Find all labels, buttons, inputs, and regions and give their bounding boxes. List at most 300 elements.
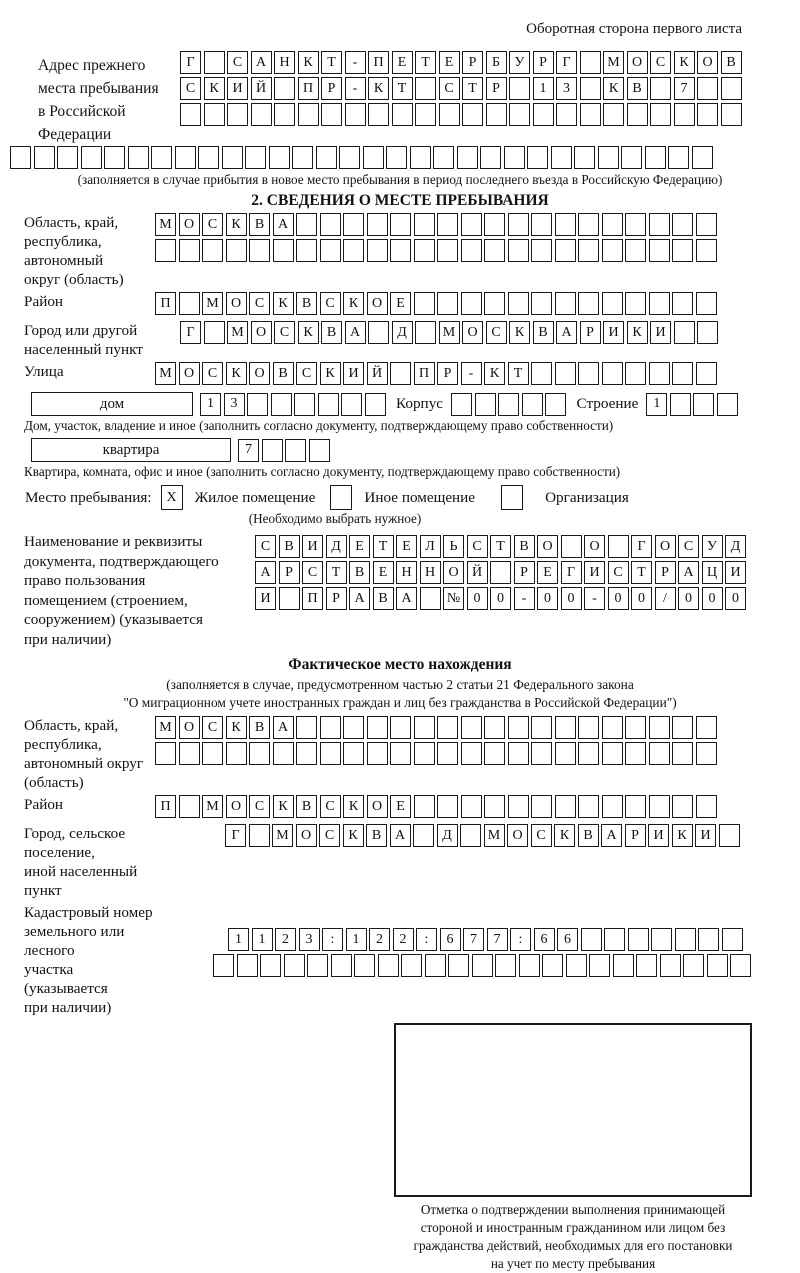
form-cell[interactable]: М [603,51,624,74]
form-cell[interactable] [365,393,386,416]
form-cell[interactable] [504,146,525,169]
form-cell[interactable]: С [650,51,671,74]
form-cell[interactable] [226,239,247,262]
form-cell[interactable] [649,239,670,262]
form-cell[interactable] [649,742,670,765]
form-cell[interactable]: Д [725,535,746,558]
form-cell[interactable] [693,393,714,416]
form-cell[interactable] [274,77,295,100]
form-cell[interactable]: А [273,213,294,236]
form-cell[interactable]: В [321,321,342,344]
form-cell[interactable]: О [249,362,270,385]
form-cell[interactable] [461,213,482,236]
form-cell[interactable] [320,213,341,236]
form-cell[interactable] [555,742,576,765]
form-cell[interactable]: В [373,587,394,610]
form-cell[interactable]: Т [415,51,436,74]
form-cell[interactable]: О [462,321,483,344]
form-cell[interactable] [696,362,717,385]
form-cell[interactable] [719,824,740,847]
form-cell[interactable] [598,146,619,169]
form-cell[interactable]: С [678,535,699,558]
form-cell[interactable]: - [345,51,366,74]
form-cell[interactable] [269,146,290,169]
form-cell[interactable] [320,239,341,262]
form-cell[interactable] [414,292,435,315]
form-cell[interactable] [296,239,317,262]
form-cell[interactable] [649,292,670,315]
form-cell[interactable]: И [648,824,669,847]
form-cell[interactable]: Е [349,535,370,558]
form-cell[interactable]: К [484,362,505,385]
form-cell[interactable] [683,954,704,977]
form-cell[interactable] [273,239,294,262]
form-cell[interactable]: Р [625,824,646,847]
form-cell[interactable]: В [249,716,270,739]
form-cell[interactable] [531,795,552,818]
form-cell[interactable] [490,561,511,584]
form-cell[interactable]: С [608,561,629,584]
form-cell[interactable] [472,954,493,977]
form-cell[interactable]: - [345,77,366,100]
form-cell[interactable] [495,954,516,977]
form-cell[interactable] [279,587,300,610]
form-cell[interactable] [10,146,31,169]
form-cell[interactable] [604,928,625,951]
form-cell[interactable] [696,742,717,765]
form-cell[interactable] [390,742,411,765]
form-cell[interactable]: О [226,292,247,315]
form-cell[interactable]: А [251,51,272,74]
form-cell[interactable] [602,239,623,262]
form-cell[interactable] [204,321,225,344]
form-cell[interactable] [484,716,505,739]
form-cell[interactable]: К [298,321,319,344]
form-cell[interactable] [621,146,642,169]
form-cell[interactable] [580,51,601,74]
form-cell[interactable] [484,239,505,262]
form-cell[interactable]: О [584,535,605,558]
form-cell[interactable] [262,439,283,462]
form-cell[interactable] [556,103,577,126]
form-cell[interactable]: Т [508,362,529,385]
form-cell[interactable]: Г [556,51,577,74]
form-cell[interactable] [461,742,482,765]
form-cell[interactable]: С [302,561,323,584]
form-cell[interactable]: К [320,362,341,385]
form-cell[interactable]: Р [326,587,347,610]
form-cell[interactable] [608,535,629,558]
form-cell[interactable] [284,954,305,977]
form-cell[interactable]: Р [321,77,342,100]
form-cell[interactable] [580,77,601,100]
form-cell[interactable]: Г [561,561,582,584]
form-cell[interactable] [519,954,540,977]
form-cell[interactable]: К [204,77,225,100]
form-cell[interactable] [660,954,681,977]
form-cell[interactable] [486,103,507,126]
form-cell[interactable]: О [443,561,464,584]
form-cell[interactable] [213,954,234,977]
form-cell[interactable]: И [650,321,671,344]
form-cell[interactable]: Т [321,51,342,74]
form-cell[interactable]: К [672,824,693,847]
form-cell[interactable] [508,239,529,262]
form-cell[interactable]: К [273,292,294,315]
form-cell[interactable] [331,954,352,977]
form-cell[interactable] [672,292,693,315]
form-cell[interactable] [175,146,196,169]
form-cell[interactable]: 1 [228,928,249,951]
form-cell[interactable]: Е [439,51,460,74]
form-cell[interactable]: М [484,824,505,847]
form-cell[interactable] [670,393,691,416]
form-cell[interactable] [555,213,576,236]
form-cell[interactable]: С [255,535,276,558]
form-cell[interactable] [249,239,270,262]
form-cell[interactable] [672,742,693,765]
form-cell[interactable] [128,146,149,169]
form-cell[interactable]: Ь [443,535,464,558]
form-cell[interactable] [650,103,671,126]
form-cell[interactable] [298,103,319,126]
form-cell[interactable] [531,716,552,739]
form-cell[interactable] [508,716,529,739]
form-cell[interactable]: № [443,587,464,610]
form-cell[interactable] [613,954,634,977]
form-cell[interactable]: О [655,535,676,558]
form-cell[interactable]: В [296,795,317,818]
form-cell[interactable] [307,954,328,977]
form-cell[interactable] [627,103,648,126]
form-cell[interactable]: О [179,213,200,236]
form-cell[interactable] [285,439,306,462]
form-cell[interactable]: С [319,824,340,847]
form-cell[interactable] [696,795,717,818]
form-cell[interactable] [696,716,717,739]
form-cell[interactable]: Р [514,561,535,584]
form-cell[interactable]: А [345,321,366,344]
form-cell[interactable] [602,292,623,315]
form-cell[interactable]: О [697,51,718,74]
form-cell[interactable]: О [507,824,528,847]
form-cell[interactable] [414,742,435,765]
form-cell[interactable] [367,239,388,262]
form-cell[interactable] [81,146,102,169]
form-cell[interactable] [179,239,200,262]
form-cell[interactable]: В [578,824,599,847]
form-cell[interactable] [522,393,543,416]
form-cell[interactable]: К [343,292,364,315]
form-cell[interactable] [437,292,458,315]
form-cell[interactable]: К [627,321,648,344]
form-cell[interactable]: Й [251,77,272,100]
form-cell[interactable] [367,742,388,765]
form-cell[interactable]: 1 [200,393,221,416]
form-cell[interactable] [509,77,530,100]
form-cell[interactable] [461,239,482,262]
form-cell[interactable] [555,239,576,262]
form-cell[interactable] [202,239,223,262]
form-cell[interactable] [475,393,496,416]
form-cell[interactable] [339,146,360,169]
form-cell[interactable]: : [510,928,531,951]
form-cell[interactable] [645,146,666,169]
form-cell[interactable] [204,51,225,74]
form-cell[interactable] [368,321,389,344]
form-cell[interactable] [460,824,481,847]
form-cell[interactable]: Й [467,561,488,584]
form-cell[interactable]: 7 [674,77,695,100]
form-cell[interactable] [484,795,505,818]
form-cell[interactable]: П [298,77,319,100]
form-cell[interactable] [625,239,646,262]
form-cell[interactable] [410,146,431,169]
form-cell[interactable] [542,954,563,977]
form-cell[interactable] [249,742,270,765]
form-cell[interactable] [451,393,472,416]
form-cell[interactable] [672,213,693,236]
form-cell[interactable] [198,146,219,169]
form-cell[interactable]: А [390,824,411,847]
form-cell[interactable] [533,103,554,126]
form-cell[interactable] [674,103,695,126]
form-cell[interactable] [581,928,602,951]
form-cell[interactable] [155,239,176,262]
form-cell[interactable]: 2 [275,928,296,951]
form-cell[interactable]: В [249,213,270,236]
form-cell[interactable] [179,292,200,315]
form-cell[interactable] [531,362,552,385]
form-cell[interactable] [484,292,505,315]
form-cell[interactable]: О [179,362,200,385]
form-cell[interactable] [531,292,552,315]
form-cell[interactable]: М [155,716,176,739]
form-cell[interactable] [674,321,695,344]
form-cell[interactable]: О [537,535,558,558]
form-cell[interactable] [439,103,460,126]
form-cell[interactable] [672,795,693,818]
form-cell[interactable] [386,146,407,169]
form-cell[interactable]: Р [580,321,601,344]
form-cell[interactable] [179,795,200,818]
form-cell[interactable] [155,742,176,765]
form-cell[interactable]: А [273,716,294,739]
form-cell[interactable]: 7 [487,928,508,951]
form-cell[interactable] [649,213,670,236]
form-cell[interactable]: Р [655,561,676,584]
form-cell[interactable] [722,928,743,951]
form-cell[interactable]: 0 [725,587,746,610]
form-cell[interactable]: 6 [534,928,555,951]
form-cell[interactable]: Н [396,561,417,584]
form-cell[interactable] [378,954,399,977]
form-cell[interactable] [457,146,478,169]
form-cell[interactable] [580,103,601,126]
form-cell[interactable]: С [249,292,270,315]
form-cell[interactable]: В [627,77,648,100]
form-cell[interactable] [363,146,384,169]
form-cell[interactable] [531,239,552,262]
form-cell[interactable]: С [202,213,223,236]
form-cell[interactable]: 0 [490,587,511,610]
form-cell[interactable] [578,239,599,262]
form-cell[interactable] [296,716,317,739]
form-cell[interactable] [484,213,505,236]
form-cell[interactable]: Л [420,535,441,558]
form-cell[interactable]: 6 [440,928,461,951]
form-cell[interactable]: В [533,321,554,344]
form-cell[interactable]: М [155,362,176,385]
form-cell[interactable] [57,146,78,169]
form-cell[interactable]: 0 [561,587,582,610]
form-cell[interactable] [602,213,623,236]
form-cell[interactable] [251,103,272,126]
form-cell[interactable] [461,795,482,818]
form-cell[interactable]: К [298,51,319,74]
form-cell[interactable] [555,292,576,315]
form-cell[interactable] [697,321,718,344]
form-cell[interactable]: К [226,213,247,236]
form-cell[interactable]: А [349,587,370,610]
form-cell[interactable]: К [343,824,364,847]
form-cell[interactable] [625,213,646,236]
form-cell[interactable] [602,716,623,739]
form-cell[interactable] [437,716,458,739]
form-cell[interactable]: И [725,561,746,584]
form-cell[interactable] [498,393,519,416]
form-cell[interactable] [578,716,599,739]
form-cell[interactable] [527,146,548,169]
form-cell[interactable] [692,146,713,169]
form-cell[interactable] [226,742,247,765]
form-cell[interactable]: С [439,77,460,100]
form-cell[interactable] [368,103,389,126]
form-cell[interactable] [345,103,366,126]
form-cell[interactable] [650,77,671,100]
form-cell[interactable] [675,928,696,951]
form-cell[interactable]: : [416,928,437,951]
form-cell[interactable] [672,716,693,739]
form-cell[interactable]: К [226,716,247,739]
form-cell[interactable]: Р [533,51,554,74]
form-cell[interactable] [271,393,292,416]
form-cell[interactable]: А [556,321,577,344]
form-cell[interactable]: У [702,535,723,558]
form-cell[interactable]: Т [373,535,394,558]
form-cell[interactable] [247,393,268,416]
form-cell[interactable]: 7 [238,439,259,462]
stay-type-checkbox-other[interactable] [330,485,352,510]
form-cell[interactable] [437,795,458,818]
form-cell[interactable]: К [226,362,247,385]
form-cell[interactable] [292,146,313,169]
form-cell[interactable] [413,824,434,847]
form-cell[interactable]: С [180,77,201,100]
form-cell[interactable]: В [349,561,370,584]
form-cell[interactable]: 2 [393,928,414,951]
form-cell[interactable] [508,795,529,818]
form-cell[interactable]: У [509,51,530,74]
form-cell[interactable]: 0 [608,587,629,610]
form-cell[interactable] [151,146,172,169]
form-cell[interactable] [461,292,482,315]
form-cell[interactable] [296,213,317,236]
form-cell[interactable] [628,928,649,951]
form-cell[interactable] [461,716,482,739]
form-cell[interactable] [273,742,294,765]
form-cell[interactable] [202,742,223,765]
form-cell[interactable]: М [202,292,223,315]
form-cell[interactable] [721,77,742,100]
form-cell[interactable] [730,954,751,977]
form-cell[interactable] [341,393,362,416]
form-cell[interactable]: О [251,321,272,344]
form-cell[interactable] [294,393,315,416]
form-cell[interactable] [414,716,435,739]
form-cell[interactable]: - [461,362,482,385]
form-cell[interactable] [343,239,364,262]
form-cell[interactable]: О [367,292,388,315]
form-cell[interactable]: - [514,587,535,610]
form-cell[interactable] [696,292,717,315]
form-cell[interactable]: К [509,321,530,344]
form-cell[interactable]: Т [490,535,511,558]
form-cell[interactable] [343,213,364,236]
form-cell[interactable]: О [367,795,388,818]
form-cell[interactable] [636,954,657,977]
form-cell[interactable] [260,954,281,977]
form-cell[interactable] [318,393,339,416]
form-cell[interactable]: С [320,795,341,818]
form-cell[interactable] [437,213,458,236]
form-cell[interactable] [696,239,717,262]
form-cell[interactable] [390,213,411,236]
form-cell[interactable]: Е [390,292,411,315]
form-cell[interactable] [578,292,599,315]
form-cell[interactable]: Т [631,561,652,584]
form-cell[interactable]: М [202,795,223,818]
form-cell[interactable] [602,362,623,385]
form-cell[interactable] [589,954,610,977]
form-cell[interactable] [651,928,672,951]
form-cell[interactable] [484,742,505,765]
form-cell[interactable]: П [155,795,176,818]
form-cell[interactable]: К [343,795,364,818]
form-cell[interactable]: М [272,824,293,847]
form-cell[interactable] [414,213,435,236]
form-cell[interactable]: С [227,51,248,74]
form-cell[interactable]: О [296,824,317,847]
form-cell[interactable] [509,103,530,126]
form-cell[interactable] [390,362,411,385]
form-cell[interactable]: С [531,824,552,847]
form-cell[interactable]: Т [462,77,483,100]
form-cell[interactable] [697,103,718,126]
form-cell[interactable] [227,103,248,126]
form-cell[interactable]: Д [326,535,347,558]
form-cell[interactable] [437,239,458,262]
form-cell[interactable]: И [255,587,276,610]
form-cell[interactable] [696,213,717,236]
form-cell[interactable]: В [366,824,387,847]
form-cell[interactable] [274,103,295,126]
form-cell[interactable] [672,362,693,385]
form-cell[interactable] [698,928,719,951]
form-cell[interactable]: А [255,561,276,584]
form-cell[interactable] [508,742,529,765]
form-cell[interactable] [602,795,623,818]
